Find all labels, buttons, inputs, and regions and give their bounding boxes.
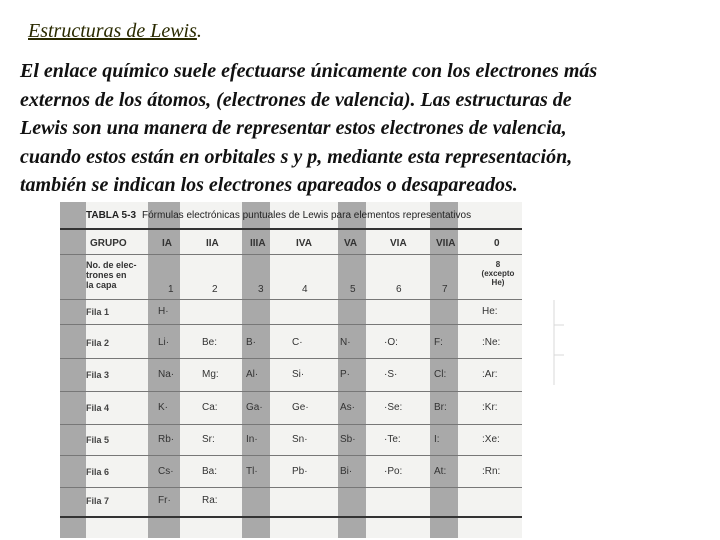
title-text: Estructuras de Lewis [28, 20, 197, 42]
lewis-symbol: :Kr: [482, 402, 498, 413]
intro-paragraph [20, 57, 720, 200]
group-viia: VIIA [436, 238, 456, 249]
lewis-symbol: :Xe: [482, 434, 500, 445]
lewis-symbol: H· [158, 306, 169, 317]
row-label: Fila 2 [86, 338, 110, 348]
lewis-symbol: I: [434, 434, 440, 445]
paragraph-line: externos de los átomos, (electrones de valencia). Las estructuras de [20, 88, 572, 111]
group-iiia: IIIA [250, 238, 266, 249]
row-label: Fila 6 [86, 467, 110, 477]
lewis-symbol: K· [158, 402, 168, 413]
lewis-symbol: ·O: [384, 337, 398, 348]
row-label: Fila 7 [86, 496, 110, 506]
group-ia: IA [162, 238, 172, 249]
group-header: GRUPO [90, 238, 127, 249]
table-rule [60, 228, 522, 230]
lewis-symbol: ·Po: [384, 466, 403, 477]
lewis-symbol: ·Se: [384, 402, 403, 413]
paragraph-line: Lewis son una manera de representar estos electrones de valencia, [20, 117, 567, 139]
lewis-symbol: Sb· [340, 434, 356, 445]
lewis-symbol: In· [246, 434, 258, 445]
paragraph-line: El enlace químico suele efectuarse únicamente con los electrones más [20, 60, 598, 82]
noble-note-line: 8 [495, 260, 501, 269]
paragraph-line: también se indican los electrones apareados o desapareados. [20, 174, 518, 196]
lewis-symbol: He: [482, 306, 498, 317]
electron-count: 7 [442, 284, 448, 295]
table-rule [60, 516, 522, 518]
group-va: VA [344, 238, 358, 249]
lewis-table-image [60, 202, 522, 538]
group-via: VIA [390, 238, 407, 249]
row-label: Fila 3 [86, 370, 110, 380]
lewis-symbol: C· [292, 337, 303, 348]
lewis-symbol: Br: [434, 402, 447, 413]
table-caption [86, 210, 471, 221]
noble-note-line: (excepto [481, 269, 515, 278]
table-rule [60, 254, 522, 255]
lewis-symbol: Sr: [202, 434, 215, 445]
electron-count: 5 [350, 284, 356, 295]
group-iia: IIA [206, 238, 219, 249]
lewis-symbol: Cs· [158, 466, 174, 477]
electron-count: 1 [168, 284, 174, 295]
electron-count: 2 [212, 284, 218, 295]
electrons-header [86, 260, 137, 290]
electrons-header-line: trones en [86, 270, 127, 280]
lewis-symbol: Ga· [246, 402, 263, 413]
lewis-symbol: Al· [246, 369, 259, 380]
lewis-symbol: N· [340, 337, 351, 348]
lewis-symbol: F: [434, 337, 443, 348]
row-label: Fila 1 [86, 307, 110, 317]
lewis-symbol: Sn· [292, 434, 308, 445]
page-title [28, 20, 202, 43]
lewis-symbol: Mg: [202, 369, 219, 380]
row-label: Fila 4 [86, 403, 110, 413]
electron-count: 4 [302, 284, 308, 295]
lewis-symbol: Rb· [158, 434, 175, 445]
lewis-symbol: Ca: [202, 402, 218, 413]
table-rule [60, 487, 522, 488]
electron-count: 6 [396, 284, 402, 295]
table-rule [60, 299, 522, 300]
title-suffix: . [196, 20, 202, 42]
lewis-symbol: B· [246, 337, 256, 348]
lewis-symbol: Si· [292, 369, 305, 380]
table-rule [60, 391, 522, 392]
lewis-symbol: ·S· [384, 369, 398, 380]
lewis-symbol: P· [340, 369, 350, 380]
table-rule [60, 424, 522, 425]
noble-note-line: He) [491, 278, 505, 287]
lewis-symbol: Pb· [292, 466, 308, 477]
lewis-symbol: Ge· [292, 402, 309, 413]
table-rule [60, 358, 522, 359]
lewis-symbol: Bi· [340, 466, 353, 477]
lewis-symbol: Fr· [158, 495, 171, 506]
table-rule [60, 324, 522, 325]
electrons-header-line: la capa [86, 280, 117, 290]
lewis-symbol: At: [434, 466, 447, 477]
lewis-symbol: Ba: [202, 466, 218, 477]
lewis-symbol: Li· [158, 337, 170, 348]
table-rule [60, 455, 522, 456]
lewis-symbol: As· [340, 402, 355, 413]
group-iva: IVA [296, 238, 312, 249]
electrons-header-line: No. de elec- [86, 260, 137, 270]
noble-gas-note [480, 260, 516, 287]
group-0: 0 [494, 238, 500, 249]
lewis-symbol: ·Te: [384, 434, 401, 445]
table-label: TABLA 5-3 [86, 210, 136, 221]
lewis-symbol: Cl: [434, 369, 447, 380]
scan-margin-marks [540, 295, 570, 390]
paragraph-line: cuando estos están en orbitales s y p, mediante esta representación, [20, 145, 573, 168]
lewis-symbol: Tl· [246, 466, 258, 477]
table-caption-text: Fórmulas electrónicas puntuales de Lewis para elementos representativos [142, 210, 472, 221]
row-label: Fila 5 [86, 435, 110, 445]
lewis-symbol: :Ar: [482, 369, 498, 380]
electron-count: 3 [258, 284, 264, 295]
lewis-symbol: :Ne: [482, 337, 501, 348]
lewis-symbol: Be: [202, 337, 218, 348]
lewis-symbol: :Rn: [482, 466, 501, 477]
lewis-symbol: Na· [158, 369, 175, 380]
lewis-symbol: Ra: [202, 495, 218, 506]
